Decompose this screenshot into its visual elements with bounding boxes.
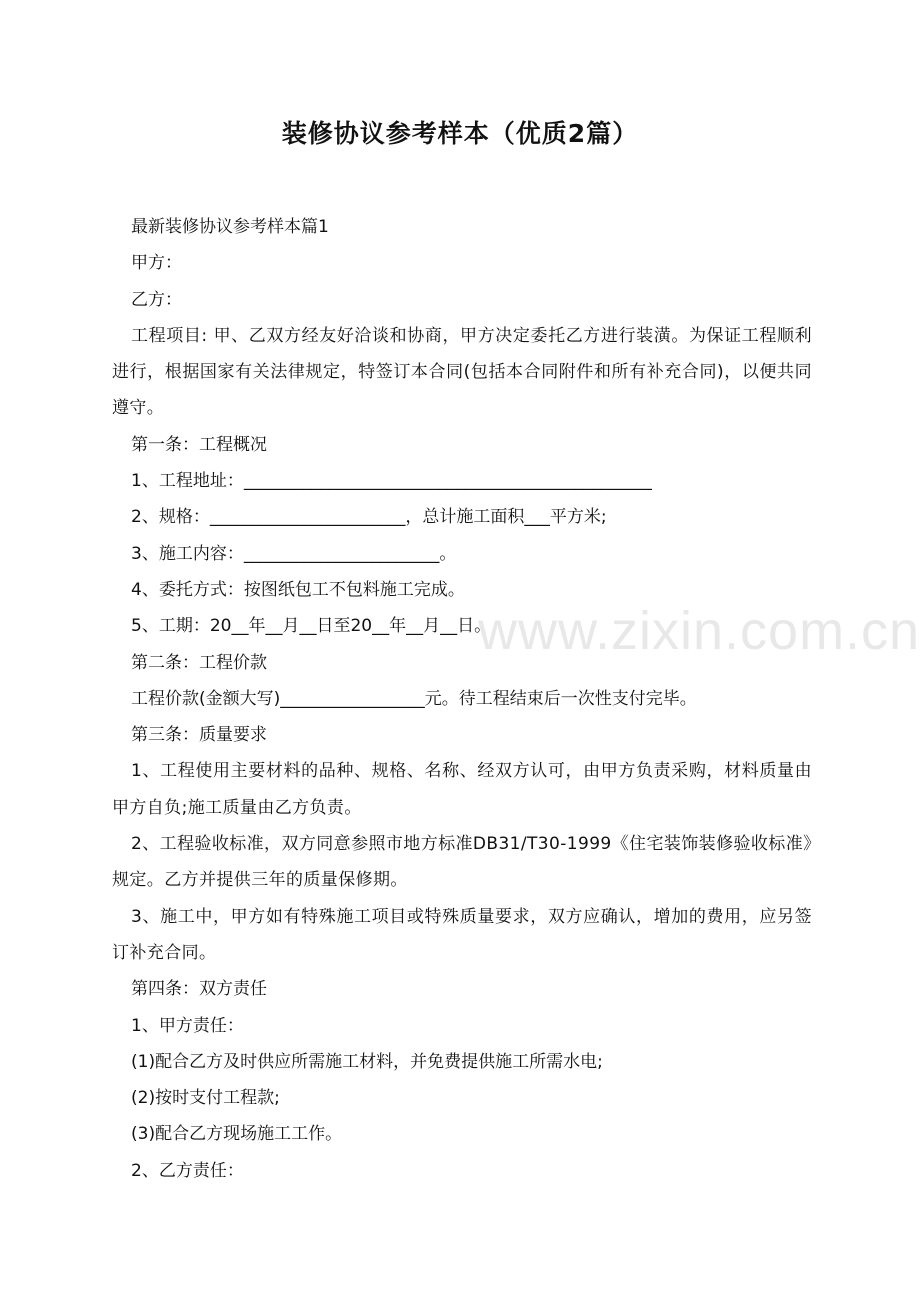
party-a-line: 甲方：: [131, 253, 182, 274]
article-heading: 第三条：质量要求: [131, 725, 267, 746]
section-heading: 最新装修协议参考样本篇1: [131, 217, 329, 237]
clause-line: 5、工期：20__年__月__日至20__年__月__日。: [131, 616, 492, 637]
clause-paragraph: 2、工程验收标准，双方同意参照市地方标准DB31/T30-1999《住宅装饰装修验收标准》规定。乙方并提供三年的质量保修期。: [112, 834, 812, 891]
clause-line: 2、规格：_______________________，总计施工面积___平方米;: [131, 507, 607, 528]
article-heading: 第四条：双方责任: [131, 979, 267, 1000]
clause-line: (2)按时支付工程款;: [131, 1088, 280, 1109]
clause-line: (1)配合乙方及时供应所需施工材料，并免费提供施工所需水电;: [131, 1051, 603, 1072]
clause-line: 工程价款(金额大写)_________________元。待工程结束后一次性支付完毕。: [131, 688, 697, 709]
clause-line: 3、施工内容：_______________________。: [131, 543, 457, 564]
watermark: www.zixin.com.cn: [478, 601, 920, 661]
clause-paragraph: 1、工程使用主要材料的品种、规格、名称、经双方认可，由甲方负责采购，材料质量由甲方自负;施工质量由乙方负责。: [112, 761, 812, 818]
clause-line: (3)配合乙方现场施工工作。: [131, 1124, 343, 1145]
clause-paragraph: 3、施工中，甲方如有特殊施工项目或特殊质量要求，双方应确认，增加的费用，应另签订补充合同。: [112, 906, 812, 963]
intro-paragraph: 工程项目: 甲、乙双方经友好洽谈和协商，甲方决定委托乙方进行装潢。为保证工程顺利进行，根据国家有关法律规定，特签订本合同(包括本合同附件和所有补充合同)，以便共同遵守。: [112, 325, 812, 419]
article-heading: 第一条：工程概况: [131, 434, 267, 455]
clause-line: 1、甲方责任：: [131, 1015, 244, 1036]
document-title: 装修协议参考样本（优质2篇）: [281, 119, 639, 148]
document-body: [112, 209, 812, 1189]
article-heading: 第二条：工程价款: [131, 652, 267, 673]
party-b-line: 乙方：: [131, 289, 182, 310]
clause-line: 4、委托方式：按图纸包工不包料施工完成。: [131, 579, 465, 600]
clause-line: 1、工程地址：________________________________________________: [131, 471, 652, 492]
clause-line: 2、乙方责任：: [131, 1160, 244, 1181]
